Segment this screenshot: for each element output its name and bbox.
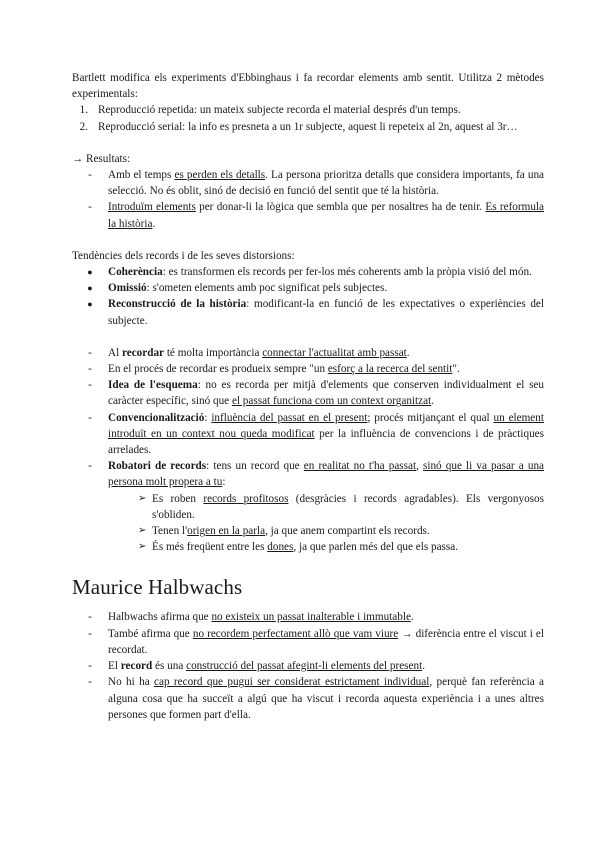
point-item bbox=[72, 377, 544, 409]
halbwachs-text: Halbwachs afirma que no existeix un passat inalterable i immutable. bbox=[108, 611, 414, 624]
point-item bbox=[72, 410, 544, 459]
result-text: Introduïm elements per donar-li la lògica que sembla que per nosaltres ha de tenir. Es reformula la història. bbox=[108, 201, 544, 230]
tendency-item bbox=[72, 296, 544, 328]
halbwachs-text: No hi ha cap record que pugui ser considerat estrictament individual, perquè fan referència a alguna cosa que ha succeït a algú que ha viscut i recorda aquesta experiència i a unes altres persones que formen part d'ella. bbox=[108, 676, 544, 721]
method-item bbox=[72, 102, 544, 118]
halbwachs-item bbox=[72, 626, 544, 658]
dash-marker: - bbox=[88, 379, 92, 392]
subpoint-text: És més freqüent entre les dones, ja que parlen més del que els passa. bbox=[152, 541, 459, 554]
dash-marker: - bbox=[88, 676, 92, 689]
spacer bbox=[72, 232, 544, 248]
point-text: Al recordar té molta importància connectar l'actualitat amb passat. bbox=[108, 346, 410, 359]
arrow-bullet-icon: ➢ bbox=[138, 525, 147, 537]
dash-marker: - bbox=[88, 363, 92, 376]
subpoint-item bbox=[120, 523, 544, 539]
result-item bbox=[72, 199, 544, 231]
list-number: 2. bbox=[79, 120, 88, 133]
tendency-text: Omissió: s'ometen elements amb poc significat pels subjectes. bbox=[108, 282, 388, 295]
dash-marker: - bbox=[88, 627, 92, 640]
dash-marker: - bbox=[88, 660, 92, 673]
method-item bbox=[72, 119, 544, 135]
tendency-text: Coherència: es transformen els records per fer-los més coherents amb la pròpia visió del món. bbox=[108, 266, 532, 279]
point-text: Convencionalització: influència del passat en el present; procés mitjançant el qual un element introduït en un context nou queda modificat per la influència de convencions i de pràctiques arrelades. bbox=[108, 411, 544, 457]
halbwachs-text: També afirma que no recordem perfectament allò que vam viure → diferència entre el viscut i el recordat. bbox=[108, 627, 545, 656]
halbwachs-item bbox=[72, 658, 544, 674]
subpoint-text: Tenen l'origen en la parla, ja que anem compartint els records. bbox=[152, 525, 430, 538]
arrow-bullet-icon: ➢ bbox=[138, 492, 147, 504]
method-text: Reproducció repetida: un mateix subjecte recorda el material després d'un temps. bbox=[98, 104, 461, 117]
results-heading: → Resultats: bbox=[72, 152, 131, 165]
spacer bbox=[72, 329, 544, 345]
point-text: Robatori de records: tens un record que en realitat no t'ha passat, sinó que li va pasar a una persona molt propera a tu: bbox=[108, 460, 545, 489]
dash-marker: - bbox=[88, 346, 92, 359]
dash-marker: - bbox=[88, 611, 92, 624]
tendency-text: Reconstrucció de la història: modificant-la en funció de les expectatives o experiències del subjecte. bbox=[108, 298, 544, 327]
spacer bbox=[72, 599, 544, 609]
subpoint-text: Es roben records profitosos (desgràcies i records agradables). Els vergonyosos s'obliden. bbox=[152, 492, 544, 521]
method-text: Reproducció serial: la info es presneta a un 1r subjecte, aquest li repeteix al 2n, aquest al 3r… bbox=[98, 120, 518, 133]
dash-marker: - bbox=[88, 460, 92, 473]
subpoint-item bbox=[120, 491, 544, 523]
section-title: Maurice Halbwachs bbox=[72, 575, 243, 600]
dash-marker: - bbox=[88, 411, 92, 424]
document-page bbox=[72, 70, 544, 723]
halbwachs-item bbox=[72, 674, 544, 723]
intro-paragraph: Bartlett modifica els experiments d'Ebbinghaus i fa recordar elements amb sentit. Utilitza 2 mètodes experimentals: bbox=[72, 72, 544, 101]
bullet-marker: ● bbox=[87, 267, 93, 278]
spacer bbox=[72, 135, 544, 151]
point-item bbox=[72, 345, 544, 361]
bullet-marker: ● bbox=[87, 299, 93, 310]
spacer bbox=[72, 555, 544, 575]
point-text: Idea de l'esquema: no es recorda per mitjà d'elements que conserven individualment el seu caràcter específic, sinó que el passat funciona com un context organitzat. bbox=[108, 379, 544, 408]
point-item bbox=[72, 458, 544, 490]
result-item bbox=[72, 167, 544, 199]
result-text: Amb el temps es perden els detalls. La persona prioritza detalls que considera importants, fa una selecció. No és oblit, sinó de decisió en funció del sentit que té la història. bbox=[108, 169, 545, 198]
subpoint-item bbox=[120, 539, 544, 555]
list-number: 1. bbox=[79, 104, 88, 117]
tendencies-heading: Tendències dels records i de les seves distorsions: bbox=[72, 249, 295, 262]
dash-marker: - bbox=[88, 201, 92, 214]
tendency-item bbox=[72, 280, 544, 296]
arrow-bullet-icon: ➢ bbox=[138, 541, 147, 553]
halbwachs-item bbox=[72, 609, 544, 625]
point-text: En el procés de recordar es produeix sempre "un esforç a la recerca del sentit". bbox=[108, 363, 460, 376]
point-item bbox=[72, 361, 544, 377]
dash-marker: - bbox=[88, 169, 92, 182]
halbwachs-text: El record és una construcció del passat afegint-li elements del present. bbox=[108, 660, 426, 673]
bullet-marker: ● bbox=[87, 283, 93, 294]
tendency-item bbox=[72, 264, 544, 280]
